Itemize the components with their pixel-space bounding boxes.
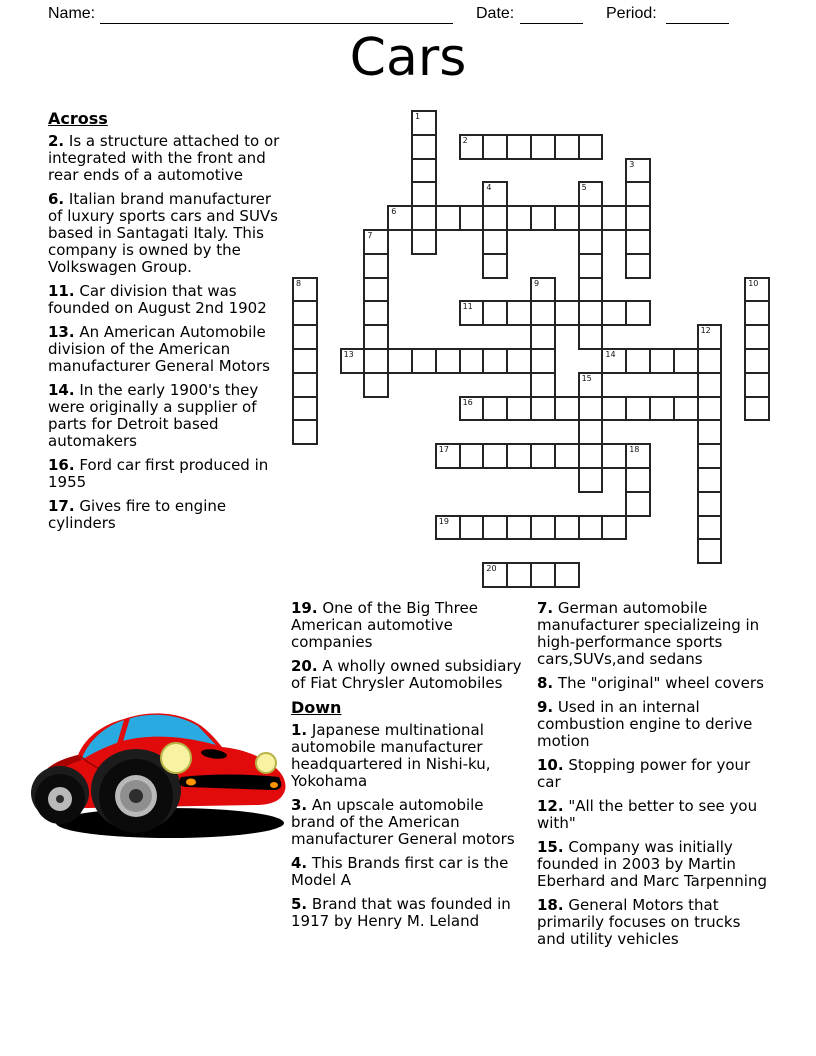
grid-cell[interactable] <box>459 205 485 231</box>
grid-cell[interactable] <box>506 205 532 231</box>
name-blank-line[interactable] <box>100 6 453 24</box>
across-clue-list <box>48 133 284 532</box>
grid-cell[interactable] <box>482 443 508 469</box>
signal-light-left <box>186 779 196 786</box>
grid-cell[interactable] <box>578 419 604 445</box>
grid-cell[interactable] <box>744 372 770 398</box>
across-clue-list-continued <box>291 600 528 692</box>
headlight-right <box>256 753 276 773</box>
grid-cell-number: 5 <box>581 183 587 193</box>
grid-cell[interactable] <box>578 396 604 422</box>
grid-cell[interactable] <box>625 181 651 207</box>
grid-cell[interactable] <box>744 396 770 422</box>
grid-cell[interactable] <box>625 491 651 517</box>
clue-item: 8. The "original" wheel covers <box>537 674 764 692</box>
grid-cell[interactable] <box>625 253 651 279</box>
grid-cell[interactable] <box>601 515 627 541</box>
grid-cell[interactable] <box>506 515 532 541</box>
grid-cell[interactable] <box>673 348 699 374</box>
grid-cell-number: 3 <box>629 159 635 169</box>
grid-cell[interactable] <box>530 348 556 374</box>
down-clue-list <box>291 722 528 930</box>
period-label: Period: <box>606 5 657 22</box>
grid-cell[interactable] <box>387 205 413 231</box>
clue-number: 10. <box>537 756 564 774</box>
grid-cell[interactable] <box>459 396 485 422</box>
grid-cell[interactable] <box>578 467 604 493</box>
grid-cell-number: 17 <box>438 445 449 455</box>
grid-cell[interactable] <box>601 348 627 374</box>
across-heading: Across <box>48 109 108 128</box>
grid-cell[interactable] <box>482 181 508 207</box>
clue-number: 17. <box>48 497 75 515</box>
grid-cell[interactable] <box>363 348 389 374</box>
grid-cell[interactable] <box>530 443 556 469</box>
grid-cell[interactable] <box>578 253 604 279</box>
grid-cell[interactable] <box>530 277 556 303</box>
clue-number: 6. <box>48 190 65 208</box>
clue-number: 13. <box>48 323 75 341</box>
grid-cell[interactable] <box>363 277 389 303</box>
grid-cell[interactable] <box>506 396 532 422</box>
grid-cell[interactable] <box>435 515 461 541</box>
grid-cell[interactable] <box>697 348 723 374</box>
grid-cell[interactable] <box>625 467 651 493</box>
down-heading: Down <box>291 698 342 717</box>
clue-number: 4. <box>291 854 308 872</box>
clue-item: 20. A wholly owned subsidiary of Fiat Chrysler Automobiles <box>291 657 522 692</box>
grid-cell[interactable] <box>554 443 580 469</box>
grid-cell[interactable] <box>292 324 318 350</box>
grid-cell[interactable] <box>411 110 437 136</box>
name-label: Name: <box>48 5 96 22</box>
grid-cell[interactable] <box>363 300 389 326</box>
clue-number: 19. <box>291 599 318 617</box>
grid-cell-number: 14 <box>605 350 616 359</box>
clue-number: 11. <box>48 282 75 300</box>
grid-cell[interactable] <box>744 300 770 326</box>
clue-number: 20. <box>291 657 318 675</box>
signal-light-right <box>270 782 278 788</box>
grid-cell[interactable] <box>578 443 604 469</box>
grid-cell[interactable] <box>292 396 318 422</box>
across-clues-column <box>48 110 284 539</box>
grid-cell[interactable] <box>673 396 699 422</box>
grid-cell[interactable] <box>459 300 485 326</box>
car-illustration <box>28 690 306 848</box>
grid-cell-number: 18 <box>629 445 640 455</box>
grid-cell-number: 2 <box>462 135 468 145</box>
grid-cell-number: 10 <box>748 278 759 288</box>
grid-cell-number: 15 <box>581 373 592 383</box>
grid-cell-number: 16 <box>462 397 473 407</box>
grid-cell[interactable] <box>697 372 723 398</box>
clue-item: 12. "All the better to see you with" <box>537 797 758 832</box>
clue-number: 5. <box>291 895 308 913</box>
grid-cell-number: 12 <box>700 326 711 336</box>
grid-cell[interactable] <box>697 396 723 422</box>
clue-item: 14. In the early 1900's they were originally a supplier of parts for Detroit based automakers <box>48 381 259 450</box>
front-hub-center <box>129 789 143 803</box>
clue-item: 4. This Brands first car is the Model A <box>291 854 509 889</box>
clue-number: 2. <box>48 132 65 150</box>
grid-cell[interactable] <box>506 562 532 588</box>
grid-cell[interactable] <box>482 300 508 326</box>
grid-cell[interactable] <box>625 158 651 184</box>
clue-item: 1. Japanese multinational automobile manufacturer headquartered in Nishi-ku, Yokohama <box>291 721 491 790</box>
grid-cell-number: 19 <box>438 516 449 526</box>
grid-cell[interactable] <box>411 158 437 184</box>
rear-hub-center <box>56 795 64 803</box>
grid-cell[interactable] <box>697 443 723 469</box>
grid-cell[interactable] <box>411 205 437 231</box>
down-clue-list-continued <box>537 600 772 948</box>
grid-cell[interactable] <box>340 348 366 374</box>
grid-cell-number: 13 <box>343 350 354 359</box>
period-blank-line[interactable] <box>666 6 729 24</box>
grid-cell[interactable] <box>578 515 604 541</box>
clue-number: 15. <box>537 838 564 856</box>
grid-cell[interactable] <box>578 205 604 231</box>
grid-cell[interactable] <box>411 229 437 255</box>
clue-item: 13. An American Automobile division of the American manufacturer General Motors <box>48 323 270 375</box>
grid-cell[interactable] <box>435 348 461 374</box>
clue-number: 14. <box>48 381 75 399</box>
grid-cell[interactable] <box>744 324 770 350</box>
grid-cell[interactable] <box>387 348 413 374</box>
grid-cell[interactable] <box>292 300 318 326</box>
headlight-left <box>161 743 191 773</box>
clue-number: 8. <box>537 674 554 692</box>
grid-cell[interactable] <box>530 515 556 541</box>
grid-cell[interactable] <box>363 324 389 350</box>
grid-cell-number: 7 <box>367 231 373 240</box>
grid-cell[interactable] <box>625 205 651 231</box>
clue-item: 16. Ford car first produced in 1955 <box>48 456 269 491</box>
grid-cell[interactable] <box>649 396 675 422</box>
grid-cell-number: 9 <box>534 278 540 288</box>
grid-cell[interactable] <box>530 205 556 231</box>
grid-cell-number: 6 <box>391 207 397 217</box>
grid-cell[interactable] <box>554 515 580 541</box>
grid-cell-number: 4 <box>486 183 492 193</box>
grid-cell[interactable] <box>578 324 604 350</box>
grid-cell[interactable] <box>601 205 627 231</box>
clue-number: 7. <box>537 599 554 617</box>
grid-cell[interactable] <box>530 134 556 160</box>
clue-number: 12. <box>537 797 564 815</box>
grid-cell[interactable] <box>697 419 723 445</box>
clue-item: 9. Used in an internal combustion engine to derive motion <box>537 698 753 750</box>
grid-cell[interactable] <box>530 396 556 422</box>
grid-cell[interactable] <box>459 134 485 160</box>
grid-cell[interactable] <box>578 277 604 303</box>
date-blank-line[interactable] <box>520 6 583 24</box>
clue-item: 11. Car division that was founded on August 2nd 1902 <box>48 282 267 317</box>
grid-cell[interactable] <box>482 562 508 588</box>
grid-cell[interactable] <box>578 372 604 398</box>
grid-cell[interactable] <box>482 134 508 160</box>
grid-cell[interactable] <box>554 562 580 588</box>
grid-cell[interactable] <box>482 515 508 541</box>
grid-cell[interactable] <box>482 205 508 231</box>
grid-cell[interactable] <box>292 372 318 398</box>
grid-cell[interactable] <box>292 277 318 303</box>
clue-item: 17. Gives fire to engine cylinders <box>48 497 227 532</box>
grid-cell[interactable] <box>697 324 723 350</box>
grid-cell[interactable] <box>601 396 627 422</box>
grid-cell[interactable] <box>506 348 532 374</box>
clue-item: 3. An upscale automobile brand of the American manufacturer General motors <box>291 796 515 848</box>
grid-cell[interactable] <box>697 515 723 541</box>
grid-cell[interactable] <box>697 491 723 517</box>
grid-cell[interactable] <box>363 372 389 398</box>
grid-cell[interactable] <box>435 443 461 469</box>
grid-cell[interactable] <box>530 562 556 588</box>
clue-item: 6. Italian brand manufacturer of luxury sports cars and SUVs based in Santagati Italy. This company is owned by the Volkswagen Group. <box>48 190 278 276</box>
grid-cell[interactable] <box>554 205 580 231</box>
grid-cell[interactable] <box>506 134 532 160</box>
clue-item: 10. Stopping power for your car <box>537 756 751 791</box>
grid-cell[interactable] <box>530 324 556 350</box>
grid-cell[interactable] <box>578 300 604 326</box>
grid-cell[interactable] <box>554 134 580 160</box>
grid-cell[interactable] <box>578 229 604 255</box>
clue-item: 2. Is a structure attached to or integrated with the front and rear ends of a automotive <box>48 132 280 184</box>
grid-cell[interactable] <box>459 443 485 469</box>
clue-item: 7. German automobile manufacturer specializeing in high-performance sports cars,SUVs,and sedans <box>537 599 760 668</box>
grid-cell[interactable] <box>649 348 675 374</box>
bottom-right-clue-column <box>537 600 772 955</box>
clue-number: 1. <box>291 721 308 739</box>
grid-cell[interactable] <box>482 348 508 374</box>
grid-cell[interactable] <box>697 467 723 493</box>
clue-item: 5. Brand that was founded in 1917 by Henry M. Leland <box>291 895 511 930</box>
grid-cell[interactable] <box>482 253 508 279</box>
grid-cell[interactable] <box>411 134 437 160</box>
grid-cell-number: 1 <box>415 112 421 121</box>
clue-number: 18. <box>537 896 564 914</box>
clue-item: 18. General Motors that primarily focuses on trucks and utility vehicles <box>537 896 741 948</box>
grid-cell[interactable] <box>292 419 318 445</box>
grid-cell[interactable] <box>459 348 485 374</box>
date-label: Date: <box>476 5 515 22</box>
grid-cell[interactable] <box>744 348 770 374</box>
grid-cell[interactable] <box>292 348 318 374</box>
grid-cell[interactable] <box>578 181 604 207</box>
grid-cell[interactable] <box>530 372 556 398</box>
grid-cell[interactable] <box>601 443 627 469</box>
grid-cell[interactable] <box>625 443 651 469</box>
grid-cell[interactable] <box>530 300 556 326</box>
puzzle-title: Cars <box>349 28 467 88</box>
grid-cell[interactable] <box>625 396 651 422</box>
grid-cell[interactable] <box>435 205 461 231</box>
grid-cell[interactable] <box>625 348 651 374</box>
clue-number: 9. <box>537 698 554 716</box>
grid-cell[interactable] <box>578 134 604 160</box>
grid-cell[interactable] <box>744 277 770 303</box>
grid-cell-number: 20 <box>486 564 497 574</box>
grid-cell[interactable] <box>697 538 723 564</box>
grid-cell[interactable] <box>554 300 580 326</box>
grid-cell[interactable] <box>411 348 437 374</box>
clue-item: 19. One of the Big Three American automotive companies <box>291 599 478 651</box>
clue-number: 16. <box>48 456 75 474</box>
clue-item: 15. Company was initially founded in 2003 by Martin Eberhard and Marc Tarpenning <box>537 838 767 890</box>
grid-cell[interactable] <box>482 229 508 255</box>
bottom-middle-clue-column <box>291 600 528 937</box>
grid-cell[interactable] <box>459 515 485 541</box>
grid-cell[interactable] <box>363 253 389 279</box>
grid-cell[interactable] <box>363 229 389 255</box>
grid-cell[interactable] <box>601 300 627 326</box>
grid-cell-number: 8 <box>296 278 302 288</box>
grid-cell[interactable] <box>554 396 580 422</box>
grid-cell-number: 11 <box>462 302 473 312</box>
grid-cell[interactable] <box>411 181 437 207</box>
grid-cell[interactable] <box>625 300 651 326</box>
grid-cell[interactable] <box>625 229 651 255</box>
grid-cell[interactable] <box>506 300 532 326</box>
clue-number: 3. <box>291 796 308 814</box>
grid-cell[interactable] <box>506 443 532 469</box>
grid-cell[interactable] <box>482 396 508 422</box>
